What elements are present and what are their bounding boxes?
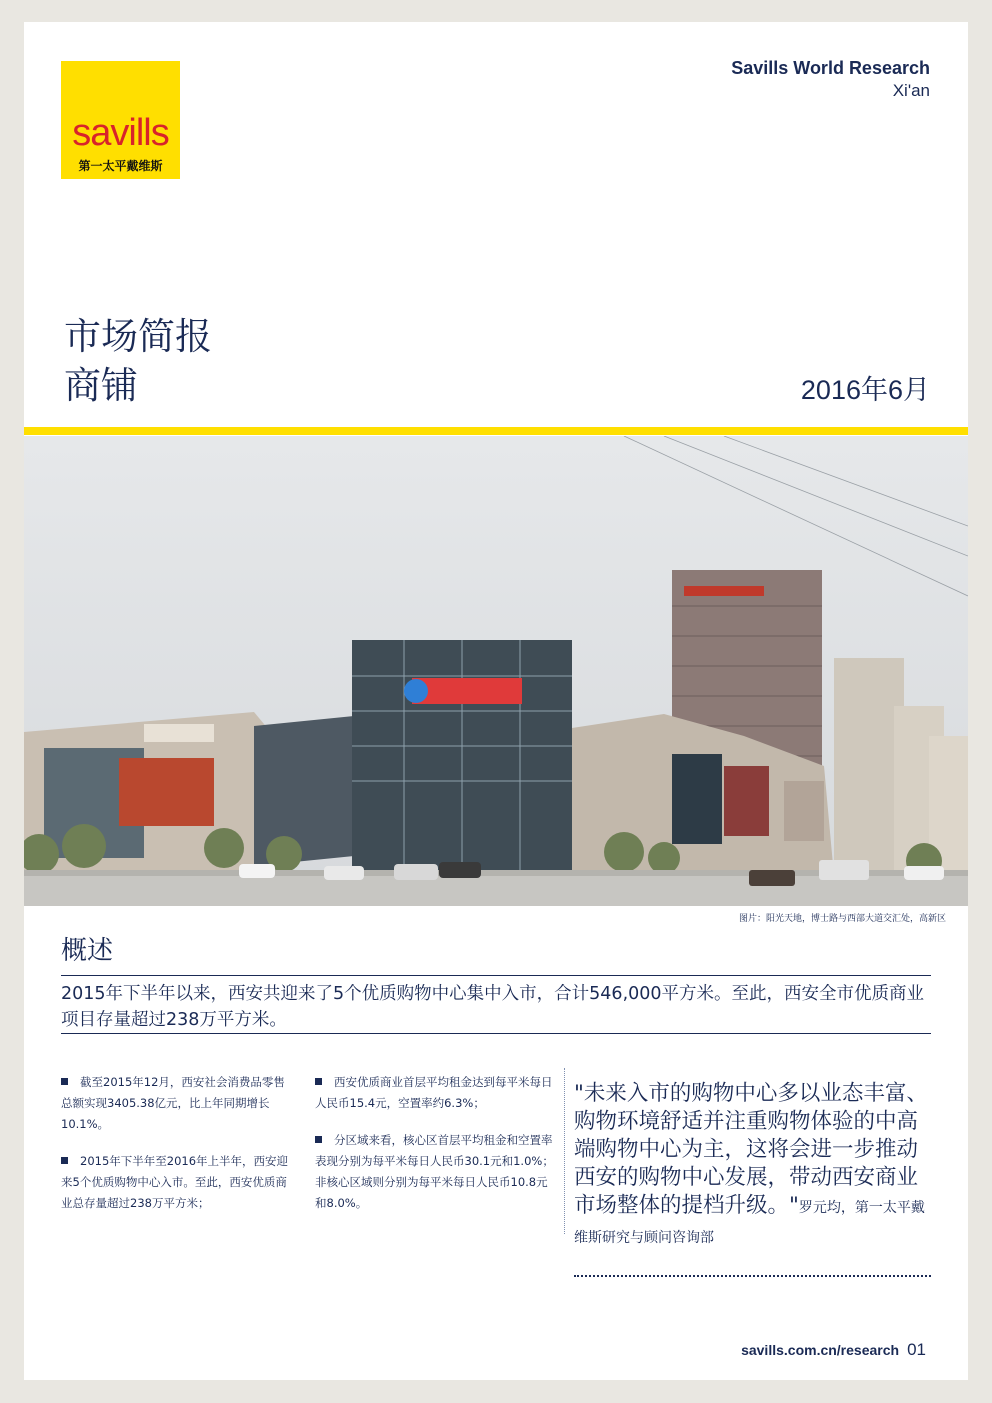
- brand-city: Xi'an: [892, 81, 930, 100]
- footer: [741, 1340, 926, 1360]
- footer-url[interactable]: savills.com.cn/research: [741, 1342, 900, 1358]
- bullet-item: [315, 1072, 555, 1114]
- bullet-item: [61, 1072, 291, 1135]
- yellow-divider: [24, 427, 968, 435]
- brand-block: [731, 58, 930, 101]
- bullet-square-icon: [315, 1078, 322, 1085]
- overview-heading: 概述: [61, 936, 114, 966]
- quote-text: "未来入市的购物中心多以业态丰富、购物环境舒适并注重购物体验的中高端购物中心为主，这将会进一步推动西安的购物中心发展，带动西安商业市场整体的提档升级。": [574, 1081, 928, 1218]
- logo-wordmark: savills: [72, 112, 169, 154]
- overview-summary: 2015年下半年以来，西安共迎来了5个优质购物中心集中入市，合计546,000平方米。至此，西安全市优质商业项目存量超过238万平方米。: [61, 984, 925, 1030]
- report-subtitle: 商铺: [64, 364, 138, 407]
- column-separator: [564, 1068, 565, 1234]
- report-page: [24, 22, 968, 1380]
- quote-attribution: 罗元均，第一太平戴维斯研究与顾问咨询部: [574, 1200, 925, 1246]
- bullet-text: 西安优质商业首层平均租金达到每平米每日人民币15.4元，空置率约6.3%；: [315, 1075, 553, 1110]
- divider-top: [61, 975, 931, 976]
- bullet-square-icon: [61, 1157, 68, 1164]
- page-number: 01: [907, 1340, 926, 1359]
- logo-chinese-name: 第一太平戴维斯: [78, 159, 163, 173]
- brand-title: Savills World Research: [731, 58, 930, 78]
- bullet-text: 2015年下半年至2016年上半年，西安迎来5个优质购物中心入市。至此，西安优质商业总存量超过238万平方米；: [61, 1154, 289, 1210]
- pull-quote: [574, 1080, 934, 1252]
- bullet-column-left: [61, 1072, 291, 1230]
- bullet-column-middle: [315, 1072, 555, 1230]
- bullet-square-icon: [61, 1078, 68, 1085]
- bullet-item: [61, 1151, 291, 1214]
- photo-caption: 图片：阳光天地，博士路与西部大道交汇处，高新区: [738, 914, 946, 924]
- quote-divider: [574, 1275, 931, 1277]
- divider-bottom: [61, 1033, 931, 1034]
- bullet-square-icon: [315, 1136, 322, 1143]
- report-title: 市场简报: [64, 315, 212, 358]
- bullet-item: [315, 1130, 555, 1214]
- cover-photo: [24, 436, 968, 906]
- bullet-text: 分区域来看，核心区首层平均租金和空置率表现分别为每平米每日人民币30.1元和1.0%；非核心区域则分别为每平米每日人民币10.8元和8.0%。: [315, 1133, 554, 1210]
- report-date: 2016年6月: [800, 375, 930, 405]
- bullet-text: 截至2015年12月，西安社会消费品零售总额实现3405.38亿元，比上年同期增长10.1%。: [61, 1075, 285, 1131]
- savills-logo: [61, 61, 180, 179]
